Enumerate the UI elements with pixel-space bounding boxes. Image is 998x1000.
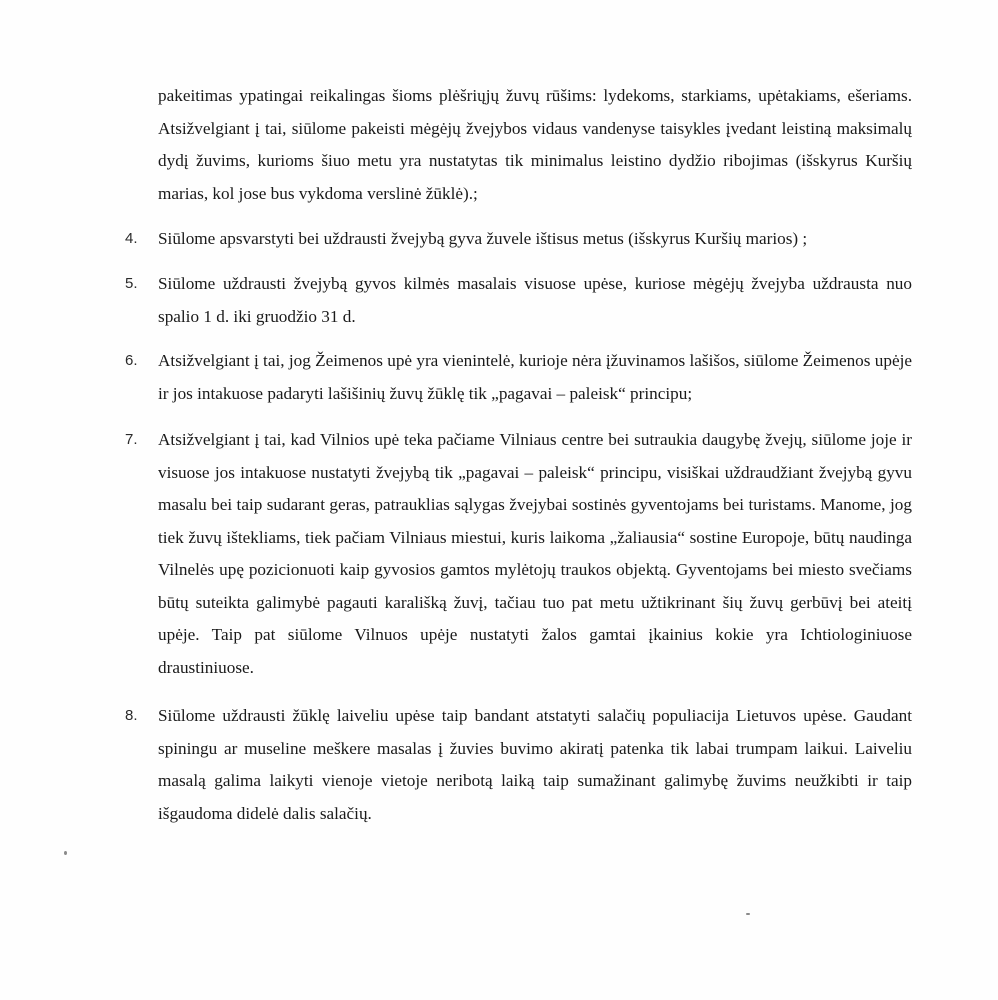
list-item-number: 7.	[125, 431, 138, 448]
list-item-number: 8.	[125, 707, 138, 724]
list-item-text: Siūlome uždrausti žūklę laiveliu upėse taip bandant atstatyti salačių populiacija Lietuvos upėse. Gaudant spiningu ar museline meškere masalas į žuvies buvimo akiratį patenka tik labai trumpam laikui. Laiveliu masalą galima laikyti vienoje vietoje neribotą laiką taip sumažinant galimybę žuvims neužkibti ir taip išgaudoma didelė dalis salačių.	[158, 706, 912, 823]
scan-speck	[746, 913, 750, 915]
list-item-text: Atsižvelgiant į tai, kad Vilnios upė teka pačiame Vilniaus centre bei sutraukia daugybę žvejų, siūlome joje ir visuose jos intakuose nustatyti žvejybą tik „pagavai – paleisk“ principu, visiškai uždraudžiant žvejybą gyvu masalu bei taip sudarant geras, patrauklias sąlygas žvejybai sostinės gyventojams bei turistams. Manome, jog tiek žuvų ištekliams, tiek pačiam Vilniaus miestui, kuris laikoma „žaliausia“ sostine Europoje, būtų naudinga Vilnelės upę pozicionuoti kaip gyvosios gamtos mylėtojų traukos objektą. Gyventojams bei miesto svečiams būtų suteikta galimybė pagauti karališką žuvį, tačiau tuo pat metu užtikrinant šių žuvų gerbūvį bei ateitį upėje. Taip pat siūlome Vilnuos upėje nustatyti žalos gamtai įkainius kokie yra Ichtiologiniuose draustiniuose.	[158, 430, 912, 677]
list-item-text: Atsižvelgiant į tai, jog Žeimenos upė yra vienintelė, kurioje nėra įžuvinamos lašišos, siūlome Žeimenos upėje ir jos intakuose padaryti lašišinių žuvų žūklę tik „pagavai – paleisk“ principu;	[158, 351, 912, 403]
list-item-text: Siūlome uždrausti žvejybą gyvos kilmės masalais visuose upėse, kuriose mėgėjų žvejyba uždrausta nuo spalio 1 d. iki gruodžio 31 d.	[158, 274, 912, 326]
intro-paragraph: pakeitimas ypatingai reikalingas šioms plėšriųjų žuvų rūšims: lydekoms, starkiams, upėtakiams, ešeriams. Atsižvelgiant į tai, siūlome pakeisti mėgėjų žvejybos vidaus vandenyse taisykles įvedant leistiną maksimalų dydį žuvims, kurioms šiuo metu yra nustatytas tik minimalus leistino dydžio ribojimas (išskyrus Kuršių marias, kol jose bus vykdoma verslinė žūklė).;	[158, 86, 912, 203]
scan-speck	[64, 851, 67, 855]
list-item-text: Siūlome apsvarstyti bei uždrausti žvejybą gyva žuvele ištisus metus (išskyrus Kuršių marios) ;	[158, 229, 808, 248]
list-item-number: 6.	[125, 352, 138, 369]
list-item-number: 5.	[125, 275, 138, 292]
list-item-number: 4.	[125, 230, 138, 247]
